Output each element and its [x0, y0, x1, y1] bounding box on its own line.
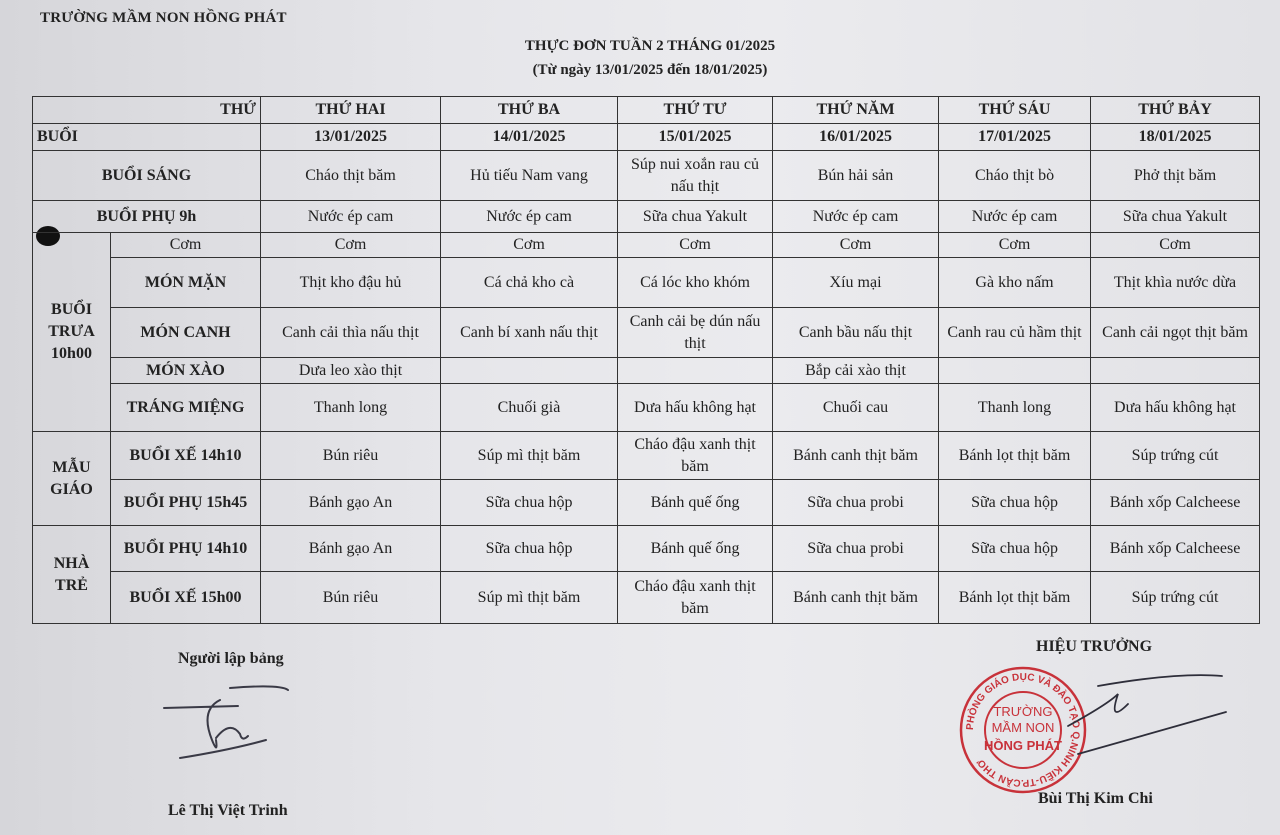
date-header: 17/01/2025	[939, 124, 1091, 151]
day-header-row	[33, 97, 1260, 124]
day-header: THỨ TƯ	[618, 97, 773, 124]
menu-cell: Xíu mại	[773, 258, 939, 308]
preparer-name: Lê Thị Việt Trinh	[168, 802, 288, 819]
menu-cell: Thịt khìa nước dừa	[1091, 258, 1260, 308]
preparer-label: Người lập bảng	[178, 650, 284, 667]
day-header: THỨ HAI	[261, 97, 441, 124]
table-row	[33, 151, 1260, 201]
date-header: 14/01/2025	[441, 124, 618, 151]
row-label: BUỔI XẾ 15h00	[111, 572, 261, 624]
row-label: MÓN XÀO	[111, 358, 261, 384]
svg-text:PHÒNG GIÁO DỤC VÀ ĐÀO TẠO Q.NI: PHÒNG GIÁO DỤC VÀ ĐÀO TẠO Q.NINH KIỀU-TP.CẦN THƠ	[964, 671, 1082, 789]
menu-cell: Bánh gạo An	[261, 480, 441, 526]
menu-cell: Cá chả kho cà	[441, 258, 618, 308]
menu-cell	[939, 358, 1091, 384]
menu-cell: Canh bầu nấu thịt	[773, 308, 939, 358]
menu-cell: Hủ tiếu Nam vang	[441, 151, 618, 201]
menu-cell: Cơm	[939, 233, 1091, 258]
row-label: BUỔI XẾ 14h10	[111, 432, 261, 480]
table-row	[33, 572, 1260, 624]
menu-cell: Canh cải ngọt thịt băm	[1091, 308, 1260, 358]
menu-cell: Bánh lọt thịt băm	[939, 572, 1091, 624]
menu-cell	[1091, 358, 1260, 384]
menu-cell: Súp trứng cút	[1091, 432, 1260, 480]
menu-cell: Súp mì thịt băm	[441, 572, 618, 624]
menu-cell: Bánh gạo An	[261, 526, 441, 572]
menu-cell: Cháo thịt băm	[261, 151, 441, 201]
date-header: 16/01/2025	[773, 124, 939, 151]
menu-cell: Thanh long	[261, 384, 441, 432]
menu-cell: Sữa chua Yakult	[618, 201, 773, 233]
row-label: TRÁNG MIỆNG	[111, 384, 261, 432]
menu-cell: Cháo đậu xanh thịt băm	[618, 572, 773, 624]
school-name: TRƯỜNG MẦM NON HỒNG PHÁT	[40, 10, 287, 26]
table-row	[33, 308, 1260, 358]
menu-cell: Cơm	[773, 233, 939, 258]
svg-text:HỒNG PHÁT: HỒNG PHÁT	[984, 738, 1062, 753]
preparer-signature	[160, 680, 300, 770]
day-header: THỨ BẢY	[1091, 97, 1260, 124]
table-row	[33, 384, 1260, 432]
menu-cell: Súp trứng cút	[1091, 572, 1260, 624]
menu-cell: Sữa chua hộp	[939, 526, 1091, 572]
menu-cell	[618, 358, 773, 384]
buoi-label: BUỔI	[33, 124, 261, 151]
menu-cell: Nước ép cam	[773, 201, 939, 233]
menu-cell: Cơm	[261, 233, 441, 258]
menu-cell: Canh cải thìa nấu thịt	[261, 308, 441, 358]
menu-cell: Gà kho nấm	[939, 258, 1091, 308]
menu-cell: Bánh canh thịt băm	[773, 572, 939, 624]
row-label: MÓN MẶN	[111, 258, 261, 308]
menu-cell: Bánh xốp Calcheese	[1091, 526, 1260, 572]
svg-text:TRƯỜNG: TRƯỜNG	[993, 704, 1053, 719]
table-row	[33, 480, 1260, 526]
table-row	[33, 432, 1260, 480]
table-row	[33, 358, 1260, 384]
menu-cell: Bắp cải xào thịt	[773, 358, 939, 384]
principal-label: HIỆU TRƯỞNG	[1036, 638, 1153, 655]
menu-cell: Sữa chua hộp	[441, 480, 618, 526]
school-stamp	[958, 664, 1228, 804]
group-label: NHÀ TRẺ	[33, 526, 111, 624]
menu-date-range: (Từ ngày 13/01/2025 đến 18/01/2025)	[532, 62, 768, 78]
table-row	[33, 526, 1260, 572]
menu-cell: Súp mì thịt băm	[441, 432, 618, 480]
row-label: Cơm	[111, 233, 261, 258]
weekly-menu-table	[32, 96, 1260, 624]
menu-cell: Bún riêu	[261, 572, 441, 624]
principal-name: Bùi Thị Kim Chi	[1038, 790, 1153, 807]
menu-cell: Chuối già	[441, 384, 618, 432]
menu-title: THỰC ĐƠN TUẦN 2 THÁNG 01/2025	[524, 38, 776, 54]
menu-cell	[441, 358, 618, 384]
menu-cell: Bánh lọt thịt băm	[939, 432, 1091, 480]
menu-cell: Chuối cau	[773, 384, 939, 432]
row-label: BUỔI PHỤ 15h45	[111, 480, 261, 526]
menu-cell: Nước ép cam	[441, 201, 618, 233]
menu-cell: Canh rau củ hầm thịt	[939, 308, 1091, 358]
menu-cell: Sữa chua hộp	[939, 480, 1091, 526]
menu-cell: Bánh quế ống	[618, 526, 773, 572]
menu-cell: Bánh canh thịt băm	[773, 432, 939, 480]
menu-cell: Bún riêu	[261, 432, 441, 480]
row-label: BUỔI PHỤ 14h10	[111, 526, 261, 572]
date-header: 18/01/2025	[1091, 124, 1260, 151]
svg-text:MẦM NON: MẦM NON	[991, 720, 1055, 735]
menu-cell: Nước ép cam	[261, 201, 441, 233]
menu-cell: Bánh xốp Calcheese	[1091, 480, 1260, 526]
menu-cell: Nước ép cam	[939, 201, 1091, 233]
menu-cell: Cá lóc kho khóm	[618, 258, 773, 308]
menu-cell: Cháo đậu xanh thịt băm	[618, 432, 773, 480]
date-header-row	[33, 124, 1260, 151]
group-label: BUỔI TRƯA 10h00	[33, 233, 111, 432]
menu-cell: Sữa chua hộp	[441, 526, 618, 572]
menu-cell: Bún hải sản	[773, 151, 939, 201]
menu-cell: Cháo thịt bò	[939, 151, 1091, 201]
group-label: MẪU GIÁO	[33, 432, 111, 526]
menu-cell: Sữa chua Yakult	[1091, 201, 1260, 233]
row-label: MÓN CANH	[111, 308, 261, 358]
menu-cell: Canh bí xanh nấu thịt	[441, 308, 618, 358]
date-header: 15/01/2025	[618, 124, 773, 151]
day-header: THỨ BA	[441, 97, 618, 124]
menu-cell: Thịt kho đậu hủ	[261, 258, 441, 308]
row-label: BUỔI SÁNG	[33, 151, 261, 201]
menu-cell: Sữa chua probi	[773, 480, 939, 526]
menu-cell: Cơm	[1091, 233, 1260, 258]
thu-label: THỨ	[33, 97, 261, 124]
menu-cell: Canh cải bẹ dún nấu thịt	[618, 308, 773, 358]
table-row	[33, 201, 1260, 233]
table-row	[33, 233, 1260, 258]
menu-cell: Phở thịt băm	[1091, 151, 1260, 201]
menu-cell: Sữa chua probi	[773, 526, 939, 572]
menu-cell: Bánh quế ống	[618, 480, 773, 526]
menu-cell: Súp nui xoắn rau củ nấu thịt	[618, 151, 773, 201]
day-header: THỨ SÁU	[939, 97, 1091, 124]
menu-cell: Dưa leo xào thịt	[261, 358, 441, 384]
menu-cell: Cơm	[441, 233, 618, 258]
menu-cell: Dưa hấu không hạt	[618, 384, 773, 432]
day-header: THỨ NĂM	[773, 97, 939, 124]
table-row	[33, 258, 1260, 308]
menu-cell: Dưa hấu không hạt	[1091, 384, 1260, 432]
menu-cell: Cơm	[618, 233, 773, 258]
date-header: 13/01/2025	[261, 124, 441, 151]
menu-cell: Thanh long	[939, 384, 1091, 432]
row-label: BUỔI PHỤ 9h	[33, 201, 261, 233]
